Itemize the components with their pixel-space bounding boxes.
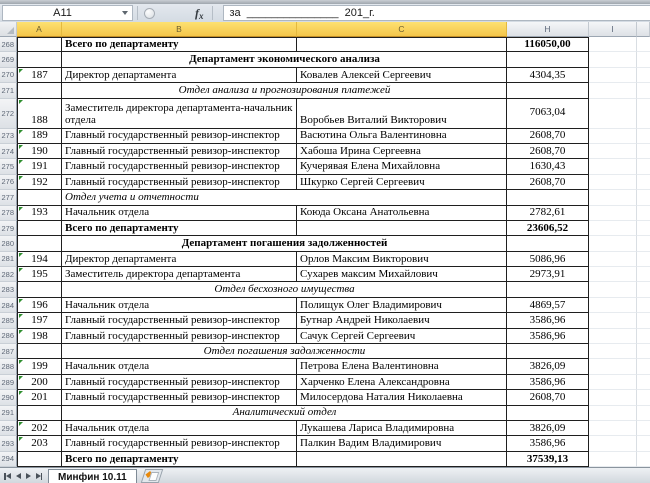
row-header-279[interactable]: 279 [0,221,17,236]
cell-B-285[interactable]: Главный государственный ревизор-инспектор [62,313,297,328]
error-indicator-icon [19,100,23,104]
cell-I-282[interactable] [589,267,637,282]
cell-H-280[interactable] [507,236,589,251]
row-header-268[interactable]: 268 [0,37,17,52]
table-row-280 [0,236,650,251]
cell-C-272[interactable]: Воробьев Виталий Викторович [297,99,507,129]
table-row-276 [0,175,650,190]
prev-sheet-button[interactable] [16,471,21,481]
cell-C-268[interactable] [297,37,507,52]
cell-extra-279[interactable] [637,221,650,236]
cell-H-274[interactable]: 2608,70 [507,144,589,159]
row-header-288[interactable]: 288 [0,359,17,374]
cell-C-276[interactable]: Шкурко Сергей Сергеевич [297,175,507,190]
cell-H-291[interactable] [507,406,589,421]
cell-B-293[interactable]: Главный государственный ревизор-инспектор [62,436,297,451]
cell-A-277[interactable] [17,190,62,205]
cell-C-285[interactable]: Бутнар Андрей Николаевич [297,313,507,328]
row-header-272[interactable]: 272 [0,99,17,129]
cell-extra-291[interactable] [637,406,650,421]
cell-I-280[interactable] [589,236,637,251]
error-indicator-icon [19,207,23,211]
cell-extra-273[interactable] [637,129,650,144]
cell-I-272[interactable] [589,99,637,129]
cell-I-275[interactable] [589,159,637,174]
cell-I-292[interactable] [589,421,637,436]
cell-C-289[interactable]: Харченко Елена Александровна [297,375,507,390]
cell-extra-287[interactable] [637,344,650,359]
table-row-281 [0,252,650,267]
cell-A-286[interactable]: 198 [17,329,62,344]
cell-A-293[interactable]: 203 [17,436,62,451]
table-row-277 [0,190,650,205]
cell-C-275[interactable]: Кучерявая Елена Михайловна [297,159,507,174]
row-header-281[interactable]: 281 [0,252,17,267]
cell-extra-284[interactable] [637,298,650,313]
cell-BC-283[interactable]: Отдел бесхозного имущества [62,282,507,297]
cell-H-269[interactable] [507,52,589,67]
cell-I-274[interactable] [589,144,637,159]
row-header-282[interactable]: 282 [0,267,17,282]
sheet-tab-active[interactable] [48,469,137,483]
cell-BC-269[interactable]: Департамент экономического анализа [62,52,507,67]
cell-B-292[interactable]: Начальник отдела [62,421,297,436]
table-row-288 [0,359,650,374]
cell-I-287[interactable] [589,344,637,359]
row-header-293[interactable]: 293 [0,436,17,451]
error-indicator-icon [19,253,23,257]
cell-H-293[interactable]: 3586,96 [507,436,589,451]
cell-C-293[interactable]: Палкин Вадим Владимирович [297,436,507,451]
error-indicator-icon [19,376,23,380]
cell-extra-294[interactable] [637,452,650,467]
column-header-extra[interactable] [637,22,650,37]
cell-I-271[interactable] [589,83,637,98]
cell-H-288[interactable]: 3826,09 [507,359,589,374]
table-row-269 [0,52,650,67]
next-sheet-button[interactable] [26,471,31,481]
last-sheet-button[interactable] [36,471,43,481]
cell-BC-271[interactable]: Отдел анализа и прогнозирования платежей [62,83,507,98]
first-sheet-button[interactable] [4,471,11,481]
column-header-I[interactable]: I [589,22,637,37]
sheet-tab-bar [0,467,650,483]
cell-A-275[interactable]: 191 [17,159,62,174]
name-box[interactable] [2,5,133,21]
error-indicator-icon [19,360,23,364]
error-indicator-icon [19,422,23,426]
table-row-279 [0,221,650,236]
table-row-282 [0,267,650,282]
column-header-C[interactable]: C [297,22,507,37]
name-box-dropdown-icon[interactable] [122,11,128,15]
cell-A-268[interactable] [17,37,62,52]
spreadsheet-grid [0,37,650,467]
cell-C-284[interactable]: Полищук Олег Владимирович [297,298,507,313]
cell-C-279[interactable] [297,221,507,236]
column-header-B[interactable]: B [62,22,297,37]
divider [212,6,213,20]
cell-extra-281[interactable] [637,252,650,267]
cell-B-290[interactable]: Главный государственный ревизор-инспектор [62,390,297,405]
row-header-292[interactable]: 292 [0,421,17,436]
row-header-291[interactable]: 291 [0,406,17,421]
cell-B-286[interactable]: Главный государственный ревизор-инспектор [62,329,297,344]
cell-I-268[interactable] [589,37,637,52]
row-header-287[interactable]: 287 [0,344,17,359]
cell-extra-292[interactable] [637,421,650,436]
cell-A-271[interactable] [17,83,62,98]
row-header-276[interactable]: 276 [0,175,17,190]
row-header-283[interactable]: 283 [0,282,17,297]
cell-extra-276[interactable] [637,175,650,190]
column-headers [0,22,650,37]
cell-H-289[interactable]: 3586,96 [507,375,589,390]
cell-H-273[interactable]: 2608,70 [507,129,589,144]
cell-H-278[interactable]: 2782,61 [507,206,589,221]
cell-H-270[interactable]: 4304,35 [507,68,589,83]
cell-A-282[interactable]: 195 [17,267,62,282]
row-header-290[interactable]: 290 [0,390,17,405]
row-header-275[interactable]: 275 [0,159,17,174]
table-row-284 [0,298,650,313]
cell-extra-275[interactable] [637,159,650,174]
cell-B-272[interactable]: Заместитель директора департамента-начальник отдела [62,99,297,129]
cell-C-273[interactable]: Васютина Ольга Валентиновна [297,129,507,144]
error-indicator-icon [19,130,23,134]
cell-B-294[interactable]: Всего по департаменту [62,452,297,467]
table-row-287 [0,344,650,359]
table-row-290 [0,390,650,405]
cell-A-289[interactable]: 200 [17,375,62,390]
error-indicator-icon [19,299,23,303]
cell-B-284[interactable]: Начальник отдела [62,298,297,313]
table-row-271 [0,83,650,98]
cell-B-289[interactable]: Главный государственный ревизор-инспектор [62,375,297,390]
cancel-entry-button[interactable] [144,8,155,19]
table-row-268 [0,37,650,52]
cell-B-273[interactable]: Главный государственный ревизор-инспектор [62,129,297,144]
cell-B-282[interactable]: Заместитель директора департамента [62,267,297,282]
cell-H-286[interactable]: 3586,96 [507,329,589,344]
row-header-289[interactable]: 289 [0,375,17,390]
cell-A-294[interactable] [17,452,62,467]
cell-H-294[interactable]: 37539,13 [507,452,589,467]
error-indicator-icon [19,391,23,395]
cell-extra-280[interactable] [637,236,650,251]
cell-H-275[interactable]: 1630,43 [507,159,589,174]
cell-H-290[interactable]: 2608,70 [507,390,589,405]
table-row-285 [0,313,650,328]
error-indicator-icon [19,145,23,149]
row-header-271[interactable]: 271 [0,83,17,98]
cell-H-279[interactable]: 23606,52 [507,221,589,236]
cell-BC-287[interactable]: Отдел погашения задолженности [62,344,507,359]
cell-A-291[interactable] [17,406,62,421]
cell-I-284[interactable] [589,298,637,313]
error-indicator-icon [19,437,23,441]
error-indicator-icon [19,330,23,334]
table-row-275 [0,159,650,174]
cell-B-274[interactable]: Главный государственный ревизор-инспектор [62,144,297,159]
cell-extra-269[interactable] [637,52,650,67]
error-indicator-icon [19,314,23,318]
error-indicator-icon [19,268,23,272]
cell-H-277[interactable] [507,190,589,205]
cell-I-269[interactable] [589,52,637,67]
cell-I-291[interactable] [589,406,637,421]
cell-A-288[interactable]: 199 [17,359,62,374]
cell-B-278[interactable]: Начальник отдела [62,206,297,221]
cell-I-277[interactable] [589,190,637,205]
cell-A-274[interactable]: 190 [17,144,62,159]
cell-extra-278[interactable] [637,206,650,221]
cell-extra-268[interactable] [637,37,650,52]
cell-extra-290[interactable] [637,390,650,405]
cell-A-273[interactable]: 189 [17,129,62,144]
cell-C-290[interactable]: Милосердова Наталия Николаевна [297,390,507,405]
cell-H-292[interactable]: 3826,09 [507,421,589,436]
cell-B-288[interactable]: Начальник отдела [62,359,297,374]
cell-A-285[interactable]: 197 [17,313,62,328]
select-all-corner[interactable] [0,22,17,37]
cell-B-270[interactable]: Директор департамента [62,68,297,83]
cell-extra-283[interactable] [637,282,650,297]
row-header-280[interactable]: 280 [0,236,17,251]
cell-C-281[interactable]: Орлов Максим Викторович [297,252,507,267]
formula-bar [0,4,650,22]
cell-C-270[interactable]: Ковалев Алексей Сергеевич [297,68,507,83]
cell-I-285[interactable] [589,313,637,328]
table-row-273 [0,129,650,144]
cell-A-270[interactable]: 187 [17,68,62,83]
cell-B-281[interactable]: Директор департамента [62,252,297,267]
cell-I-276[interactable] [589,175,637,190]
cell-H-268[interactable]: 116050,00 [507,37,589,52]
table-row-274 [0,144,650,159]
cell-BC-291[interactable]: Аналитический отдел [62,406,507,421]
cell-H-282[interactable]: 2973,91 [507,267,589,282]
cell-extra-282[interactable] [637,267,650,282]
insert-function-icon[interactable]: $f_x$ [195,5,204,21]
sheet-tab-label: Минфин 10.11 [58,471,127,483]
cell-I-289[interactable] [589,375,637,390]
error-indicator-icon [19,176,23,180]
cell-B-268[interactable]: Всего по департаменту [62,37,297,52]
row-header-274[interactable]: 274 [0,144,17,159]
cell-B-275[interactable]: Главный государственный ревизор-инспектор [62,159,297,174]
cell-H-284[interactable]: 4869,57 [507,298,589,313]
row-header-294[interactable]: 294 [0,452,17,467]
cell-H-285[interactable]: 3586,96 [507,313,589,328]
table-row-286 [0,329,650,344]
row-header-277[interactable]: 277 [0,190,17,205]
cell-C-282[interactable]: Сухарев максим Михайлович [297,267,507,282]
cell-A-290[interactable]: 201 [17,390,62,405]
cell-C-294[interactable] [297,452,507,467]
row-header-284[interactable]: 284 [0,298,17,313]
table-row-292 [0,421,650,436]
error-indicator-icon [19,69,23,73]
cell-I-288[interactable] [589,359,637,374]
cell-A-269[interactable] [17,52,62,67]
cell-C-292[interactable]: Лукашева Лариса Владимировна [297,421,507,436]
cell-H-271[interactable] [507,83,589,98]
cell-I-281[interactable] [589,252,637,267]
cell-BC-277[interactable]: Отдел учета и отчетности [62,190,507,205]
sheet-nav-buttons [0,471,48,481]
cell-C-274[interactable]: Хабоша Ирина Сергеевна [297,144,507,159]
cell-A-287[interactable] [17,344,62,359]
cell-I-293[interactable] [589,436,637,451]
cell-H-287[interactable] [507,344,589,359]
cell-I-290[interactable] [589,390,637,405]
row-header-286[interactable]: 286 [0,329,17,344]
cell-A-279[interactable] [17,221,62,236]
table-row-289 [0,375,650,390]
table-row-278 [0,206,650,221]
cell-extra-288[interactable] [637,359,650,374]
table-row-293 [0,436,650,451]
row-header-285[interactable]: 285 [0,313,17,328]
cell-extra-289[interactable] [637,375,650,390]
error-indicator-icon [19,160,23,164]
cell-extra-272[interactable] [637,99,650,129]
cell-A-280[interactable] [17,236,62,251]
formula-input[interactable]: за _______________ 201_г. [223,5,650,21]
cell-extra-274[interactable] [637,144,650,159]
table-row-294 [0,452,650,467]
cell-C-288[interactable]: Петрова Елена Валентиновна [297,359,507,374]
table-row-283 [0,282,650,297]
select-all-icon [7,27,14,34]
cell-extra-285[interactable] [637,313,650,328]
cell-A-283[interactable] [17,282,62,297]
cell-I-294[interactable] [589,452,637,467]
cell-I-278[interactable] [589,206,637,221]
cell-A-276[interactable]: 192 [17,175,62,190]
cell-C-278[interactable]: Коюда Оксана Анатольевна [297,206,507,221]
cell-B-279[interactable]: Всего по департаменту [62,221,297,236]
column-header-H[interactable]: H [507,22,589,37]
row-header-270[interactable]: 270 [0,68,17,83]
cell-C-286[interactable]: Сачук Сергей Сергеевич [297,329,507,344]
cell-extra-271[interactable] [637,83,650,98]
name-box-value: A11 [53,7,72,19]
cell-extra-286[interactable] [637,329,650,344]
cell-I-283[interactable] [589,282,637,297]
cell-A-284[interactable]: 196 [17,298,62,313]
divider [137,6,138,20]
row-header-273[interactable]: 273 [0,129,17,144]
cell-H-281[interactable]: 5086,96 [507,252,589,267]
cell-I-279[interactable] [589,221,637,236]
cell-A-292[interactable]: 202 [17,421,62,436]
worksheet-page-icon [148,472,159,481]
cell-I-273[interactable] [589,129,637,144]
cell-B-276[interactable]: Главный государственный ревизор-инспектор [62,175,297,190]
cell-H-276[interactable]: 2608,70 [507,175,589,190]
cell-H-272[interactable]: 7063,04 [507,99,589,129]
cell-I-270[interactable] [589,68,637,83]
cell-A-272[interactable]: 188 [17,99,62,129]
table-row-272 [0,99,650,129]
cell-extra-277[interactable] [637,190,650,205]
table-row-270 [0,68,650,83]
cell-extra-293[interactable] [637,436,650,451]
cell-extra-270[interactable] [637,68,650,83]
table-row-291 [0,406,650,421]
cell-I-286[interactable] [589,329,637,344]
cell-BC-280[interactable]: Департамент погашения задолженностей [62,236,507,251]
row-header-278[interactable]: 278 [0,206,17,221]
column-header-A[interactable]: A [17,22,62,37]
row-header-269[interactable]: 269 [0,52,17,67]
insert-worksheet-button[interactable] [140,469,163,483]
cell-A-278[interactable]: 193 [17,206,62,221]
cell-H-283[interactable] [507,282,589,297]
cell-A-281[interactable]: 194 [17,252,62,267]
